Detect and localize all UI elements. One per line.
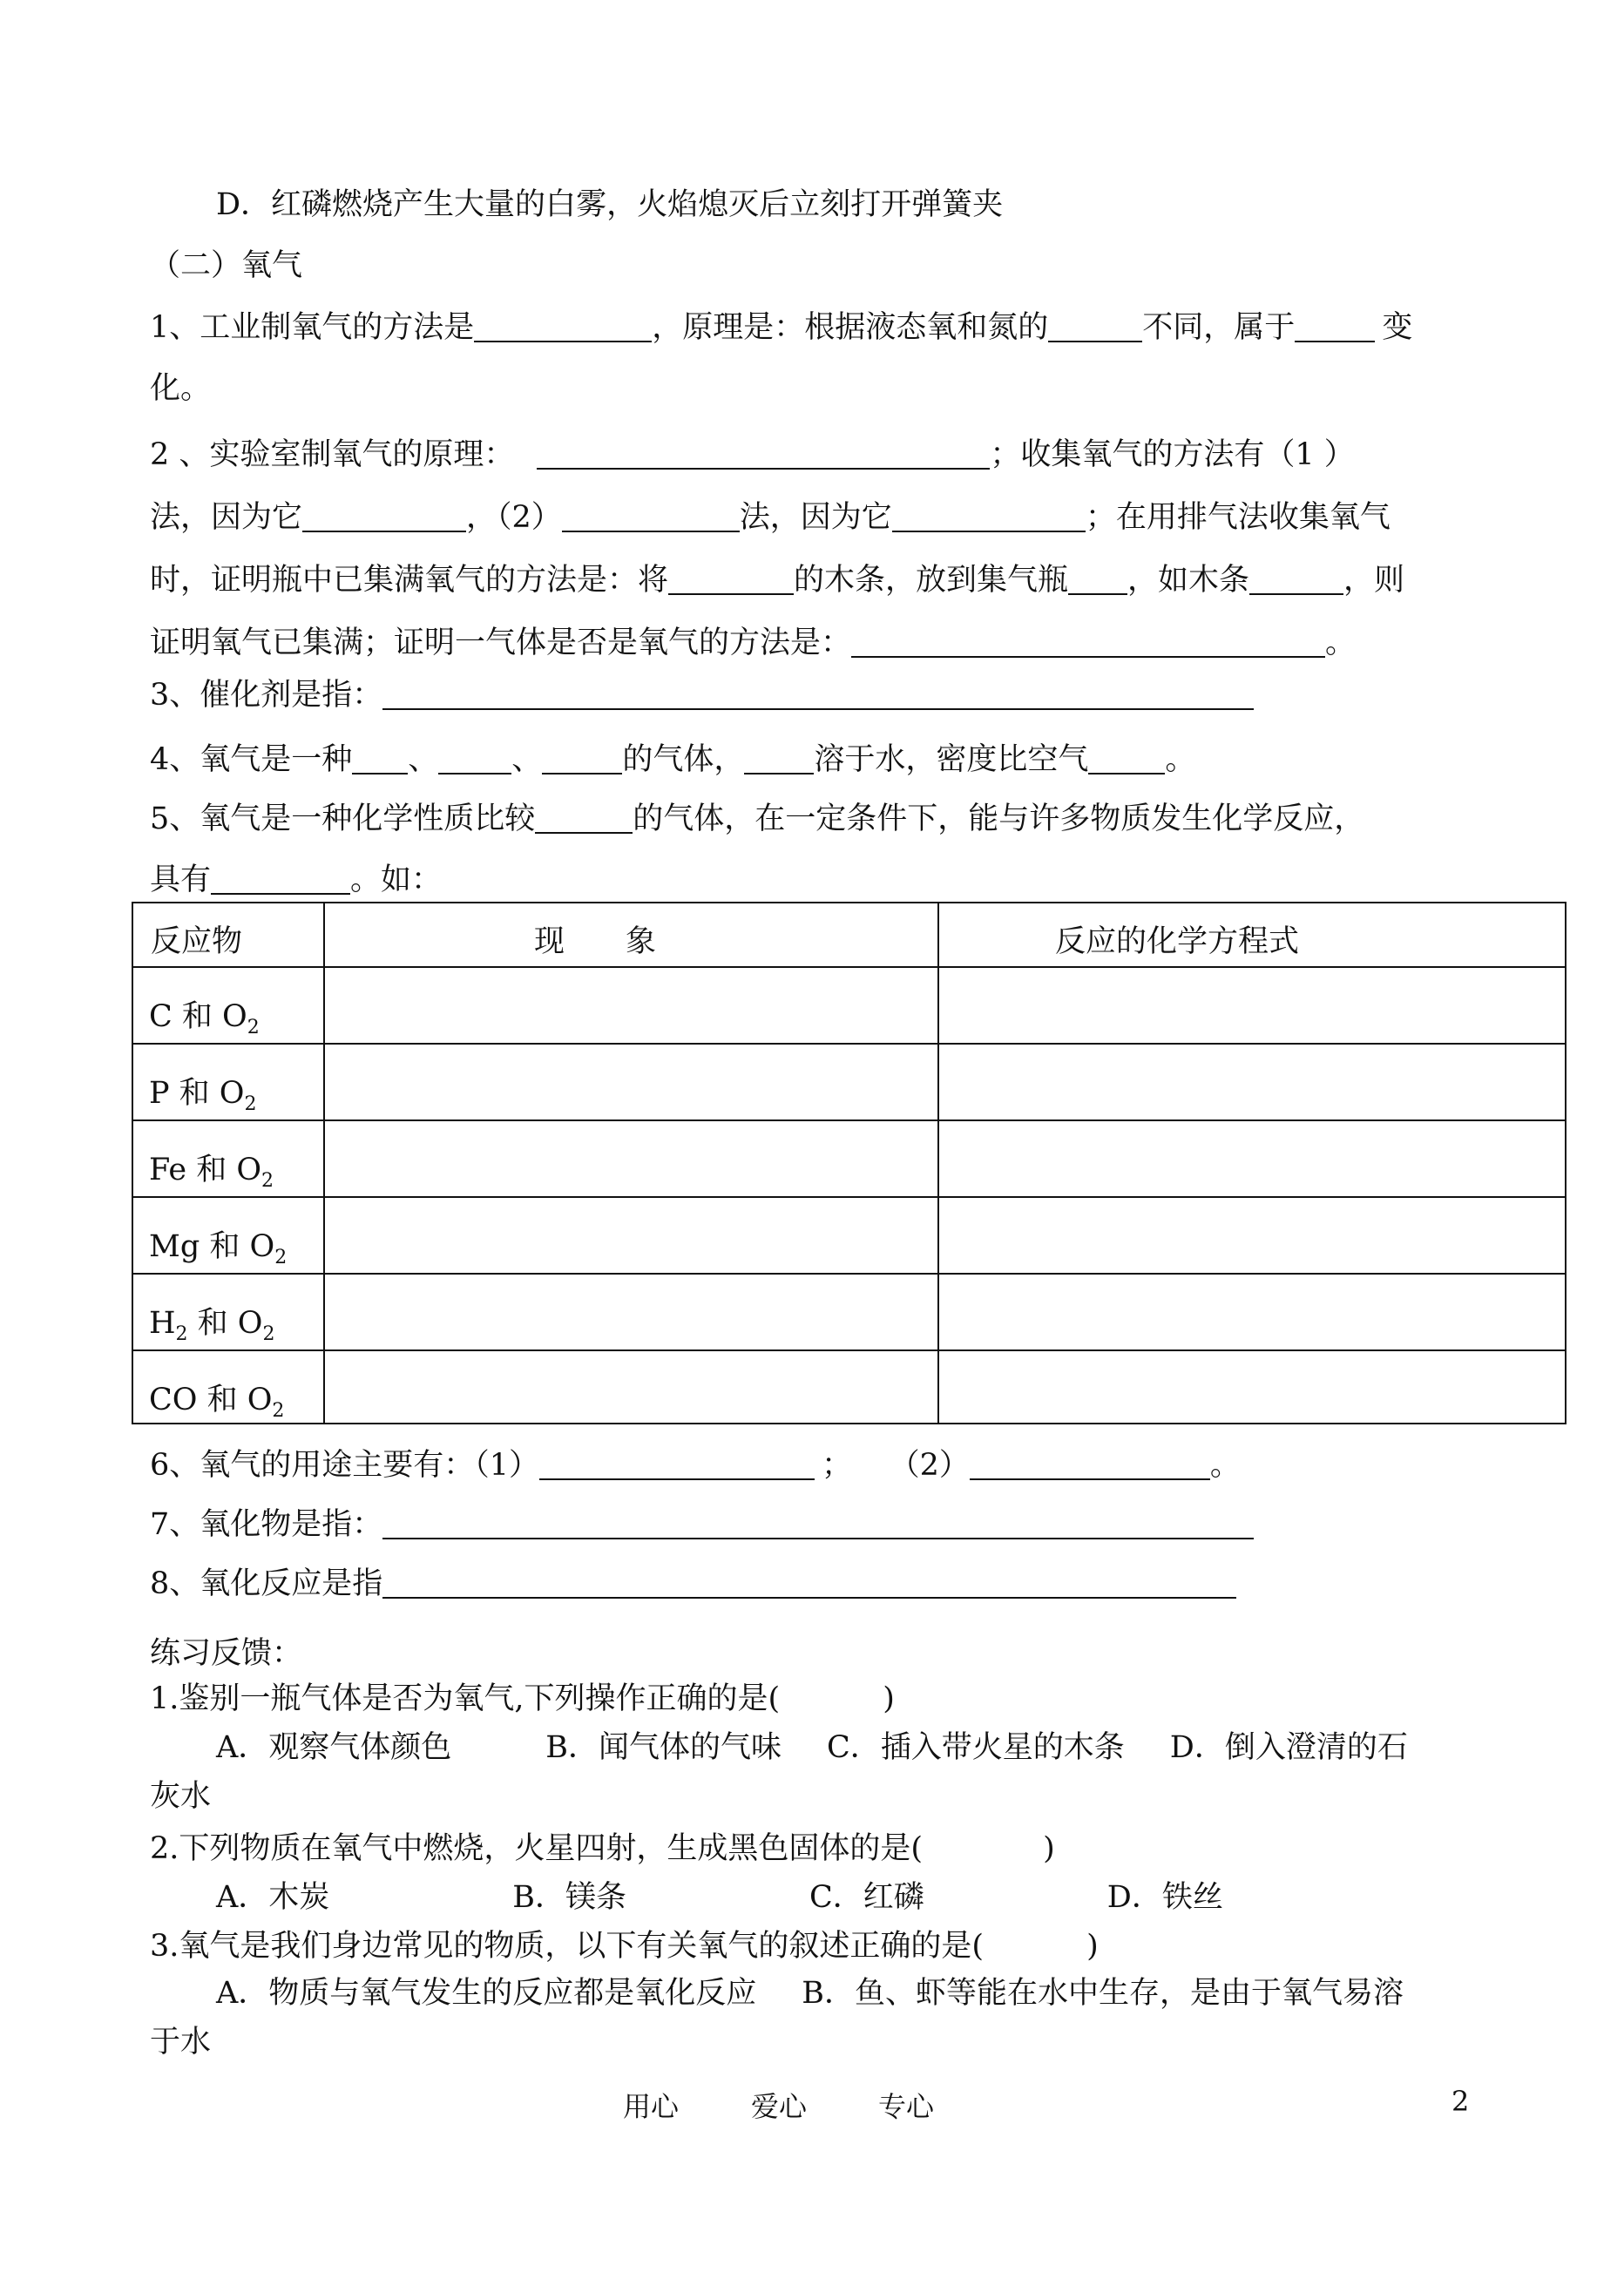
previous-option-d: D．红磷燃烧产生大量的白雾，火焰熄灭后立刻打开弹簧夹 — [216, 187, 1004, 222]
q1-text-a: 1、工业制氧气的方法是 — [150, 310, 475, 345]
p1-option-b: B．闻气体的气味 — [545, 1730, 782, 1765]
table-divider-2 — [937, 903, 939, 1423]
q6-blank-1[interactable] — [539, 1449, 815, 1480]
p3-option-b: B．鱼、虾等能在水中生存，是由于氧气易溶 — [802, 1976, 1404, 2011]
practice-1-option-d-cont: 灰水 — [150, 1779, 212, 1814]
q4-text-c: 、 — [511, 742, 543, 777]
q4-text-b: 、 — [408, 742, 439, 777]
question-5 — [150, 800, 1364, 838]
p3-stem: 3.氧气是我们身边常见的物质，以下有关氧气的叙述正确的是( — [150, 1929, 985, 1964]
p2-close: ) — [1043, 1831, 1055, 1866]
q5-blank-1[interactable] — [535, 802, 633, 834]
q4-blank-1[interactable] — [352, 743, 408, 774]
q1-text-c: 不同，属于 — [1142, 310, 1296, 345]
p2-option-b: B．镁条 — [512, 1880, 627, 1915]
question-1 — [150, 308, 1412, 347]
q6-text-b: ； — [822, 1448, 853, 1483]
p3-close: ) — [1086, 1929, 1099, 1964]
table-row — [133, 1196, 1565, 1198]
q5-blank-2[interactable] — [211, 863, 350, 895]
q4-text-d: 的气体， — [622, 742, 745, 777]
q2-text-c: 法，因为它 — [150, 500, 303, 535]
question-6 — [150, 1446, 1241, 1485]
q2-text-h: 的木条，放到集气瓶 — [794, 563, 1069, 598]
p2-option-c: C．红磷 — [809, 1880, 924, 1915]
q1-text-b: ，原理是：根据液态氧和氮的 — [652, 310, 1049, 345]
q2-blank-principle[interactable] — [537, 438, 990, 470]
reactant-co: CO 和 $O_2$ — [149, 1383, 285, 1422]
q2-text-f: ；在用排气法收集氧气 — [1085, 500, 1391, 535]
q1-blank-3[interactable] — [1295, 311, 1375, 342]
q2-text-k: 证明氧气已集满；证明一气体是否是氧气的方法是： — [150, 626, 852, 660]
p1-close: ) — [883, 1681, 895, 1716]
practice-title: 练习反馈： — [150, 1636, 303, 1671]
question-2 — [150, 436, 1355, 474]
header-phenomenon: 现 象 — [534, 924, 657, 959]
q1-blank-1[interactable] — [474, 311, 652, 342]
table-row — [133, 966, 1565, 968]
footer-motto-1: 用心 — [623, 2090, 680, 2123]
q3-text: 3、催化剂是指： — [150, 678, 383, 713]
q7-text: 7、氧化物是指： — [150, 1507, 383, 1542]
q6-text-c: （2） — [904, 1448, 970, 1483]
question-8 — [150, 1565, 1236, 1603]
practice-1-options — [216, 1728, 1408, 1767]
q2-text-i: ，如木条 — [1127, 563, 1250, 598]
question-5-cont — [150, 861, 442, 899]
q2-blank-reason-2[interactable] — [892, 501, 1086, 532]
question-2-line2 — [150, 498, 1391, 537]
q2-blank-result[interactable] — [1249, 564, 1343, 595]
question-3 — [150, 676, 1254, 714]
q2-text-d: ，（2） — [466, 500, 562, 535]
q5-text-a: 5、氧气是一种化学性质比较 — [150, 802, 536, 836]
header-equation: 反应的化学方程式 — [1055, 924, 1300, 959]
q7-blank[interactable] — [382, 1508, 1254, 1539]
q3-blank[interactable] — [382, 679, 1254, 710]
q5-text-c: 具有 — [150, 862, 212, 897]
page-number: 2 — [1451, 2085, 1470, 2118]
question-2-line4 — [150, 624, 1356, 662]
q6-text-d: 。 — [1209, 1448, 1241, 1483]
p1-option-a: A．观察气体颜色 — [216, 1730, 452, 1765]
reaction-table — [132, 902, 1566, 1424]
question-1-cont: 化。 — [150, 371, 212, 406]
p2-stem: 2.下列物质在氧气中燃烧，火星四射，生成黑色固体的是( — [150, 1831, 924, 1866]
q2-text-j: ，则 — [1343, 563, 1405, 598]
p1-stem: 1.鉴别一瓶气体是否为氧气,下列操作正确的是( — [150, 1681, 781, 1716]
table-divider-1 — [323, 903, 325, 1423]
reactant-h2: $H_2$ 和 $O_2$ — [149, 1306, 275, 1345]
practice-2-options — [216, 1878, 1223, 1917]
q4-blank-2[interactable] — [438, 743, 511, 774]
q1-text-d: 变 — [1382, 310, 1413, 345]
q4-blank-4[interactable] — [744, 743, 814, 774]
q1-blank-2[interactable] — [1048, 311, 1142, 342]
practice-2-question — [150, 1830, 1055, 1868]
q6-text-a: 6、氧气的用途主要有：（1） — [150, 1448, 540, 1483]
practice-1-question — [150, 1680, 895, 1718]
p1-option-d: D．倒入澄清的石 — [1169, 1730, 1408, 1765]
p1-option-c: C．插入带火星的木条 — [827, 1730, 1125, 1765]
footer-motto-3: 专心 — [878, 2090, 935, 2123]
q5-text-b: 的气体，在一定条件下，能与许多物质发生化学反应， — [633, 802, 1365, 836]
q5-text-d: 。如： — [350, 862, 443, 897]
table-row — [133, 1349, 1565, 1351]
q2-blank-position[interactable] — [1068, 564, 1127, 595]
q2-text-l: 。 — [1325, 626, 1357, 660]
p3-option-a: A．物质与氧气发生的反应都是氧化反应 — [216, 1976, 757, 2011]
footer-motto-2: 爱心 — [751, 2090, 808, 2123]
header-reactant: 反应物 — [151, 924, 243, 959]
reactant-fe: Fe 和 $O_2$ — [149, 1153, 274, 1192]
practice-3-question — [150, 1927, 1099, 1965]
question-2-line3 — [150, 561, 1404, 599]
practice-3-options — [216, 1974, 1404, 2012]
table-row — [133, 1043, 1565, 1045]
q2-text-b: ；收集氧气的方法有（1 ） — [990, 437, 1355, 472]
table-row — [133, 1119, 1565, 1121]
q2-text-a: 2 、实验室制氧气的原理： — [150, 437, 515, 472]
q4-blank-5[interactable] — [1088, 743, 1165, 774]
table-row — [133, 1273, 1565, 1275]
p2-option-d: D．铁丝 — [1106, 1880, 1223, 1915]
section-title: （二）氧气 — [150, 248, 303, 283]
q4-text-f: 。 — [1165, 742, 1196, 777]
q2-text-e: 法，因为它 — [739, 500, 892, 535]
q8-text: 8、氧化反应是指 — [150, 1566, 383, 1601]
reactant-p: P 和 $O_2$ — [149, 1076, 257, 1115]
question-7 — [150, 1505, 1254, 1544]
q6-blank-2[interactable] — [970, 1449, 1210, 1480]
q2-blank-test[interactable] — [851, 626, 1325, 658]
practice-3-option-b-cont: 于水 — [150, 2025, 212, 2060]
q4-blank-3[interactable] — [542, 743, 622, 774]
reactant-mg: Mg 和 $O_2$ — [149, 1229, 288, 1268]
q2-text-g: 时，证明瓶中已集满氧气的方法是：将 — [150, 563, 669, 598]
q2-blank-reason-1[interactable] — [302, 501, 466, 532]
reactant-c: C 和 $O_2$ — [149, 999, 260, 1038]
q4-text-e: 溶于水，密度比空气 — [814, 742, 1089, 777]
question-4 — [150, 741, 1195, 779]
p2-option-a: A．木炭 — [216, 1880, 330, 1915]
q2-blank-method-2[interactable] — [562, 501, 740, 532]
q2-blank-stick[interactable] — [668, 564, 794, 595]
q4-text-a: 4、氧气是一种 — [150, 742, 353, 777]
q8-blank[interactable] — [382, 1567, 1236, 1599]
